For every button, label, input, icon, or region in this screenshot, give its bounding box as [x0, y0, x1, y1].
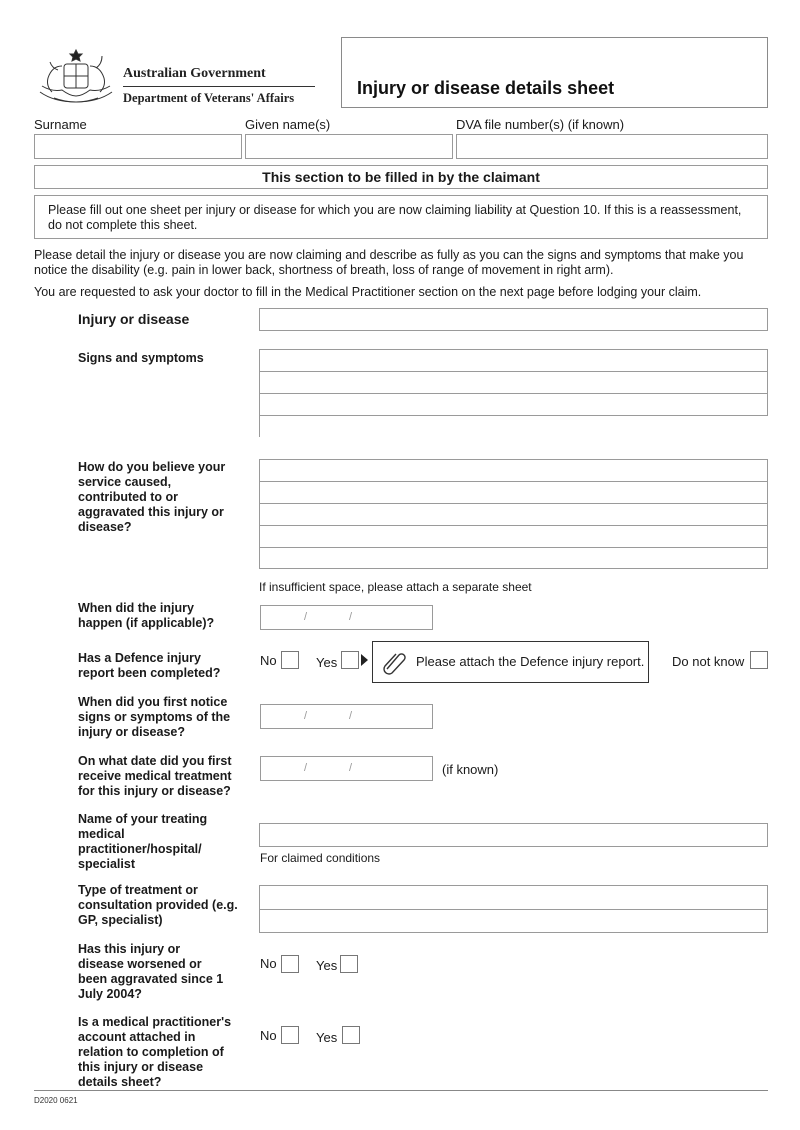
- worsened-no-checkbox[interactable]: [281, 955, 299, 973]
- treatment-type-label: Type of treatment or consultation provided (e.g. GP, specialist): [78, 883, 238, 927]
- account-yes-label: Yes: [316, 1030, 338, 1045]
- dva-file-field[interactable]: [456, 134, 768, 159]
- treatment-type-field[interactable]: [259, 885, 768, 933]
- first-treatment-date-field[interactable]: [260, 756, 433, 781]
- cause-line[interactable]: [259, 481, 768, 503]
- signs-line[interactable]: [259, 415, 768, 437]
- paperclip-icon: [381, 649, 407, 680]
- defence-yes-checkbox[interactable]: [341, 651, 359, 669]
- dva-file-label: DVA file number(s) (if known): [456, 117, 625, 132]
- notice-text: Please fill out one sheet per injury or disease for which you are now claiming liability at Question 10. If this is a reassessment, do not complete this sheet.: [48, 203, 742, 232]
- when-label: When did the injury happen (if applicable)?: [78, 601, 215, 630]
- do-not-know-checkbox[interactable]: [750, 651, 768, 669]
- treatment-line[interactable]: [259, 885, 768, 909]
- cause-line[interactable]: [259, 525, 768, 547]
- account-no-label: No: [260, 1028, 277, 1043]
- injury-field[interactable]: [259, 308, 768, 331]
- do-not-know-label: Do not know: [672, 654, 745, 669]
- account-label: Is a medical practitioner's account attached in relation to completion of this injury or disease details sheet?: [78, 1015, 232, 1089]
- first-notice-date-field[interactable]: [260, 704, 433, 729]
- defence-no-checkbox[interactable]: [281, 651, 299, 669]
- worsened-no-label: No: [260, 956, 277, 971]
- date-separator: /: [304, 611, 308, 623]
- signs-line[interactable]: [259, 393, 768, 415]
- date-separator: /: [349, 611, 353, 623]
- government-crest-icon: [34, 46, 118, 108]
- instructions-text: Please detail the injury or disease you are now claiming and describe as fully as you can the signs and symptoms that make you notice the disability (e.g. pain in lower back, shortness of breath, loss of range of movement in right arm).: [34, 248, 744, 277]
- signs-line[interactable]: [259, 349, 768, 371]
- attach-note-box: [372, 641, 649, 683]
- treatment-line[interactable]: [259, 909, 768, 933]
- worsened-label: Has this injury or disease worsened or been aggravated since 1 July 2004?: [78, 942, 224, 1001]
- footer-divider: [34, 1090, 768, 1091]
- claimant-section-heading: This section to be filled in by the claimant: [262, 169, 540, 185]
- notice-box: [34, 195, 768, 239]
- government-name: Australian Government: [123, 66, 266, 81]
- if-known-label: (if known): [442, 762, 499, 777]
- arrow-right-icon: [361, 654, 368, 666]
- cause-line[interactable]: [259, 547, 768, 569]
- defence-report-label: Has a Defence injury report been completed?: [78, 651, 221, 680]
- practitioner-field[interactable]: [259, 823, 768, 847]
- header-divider: [123, 86, 315, 87]
- injury-label: Injury or disease: [78, 311, 190, 327]
- cause-line[interactable]: [259, 503, 768, 525]
- defence-no-label: No: [260, 653, 277, 668]
- given-name-label: Given name(s): [245, 117, 331, 132]
- doctor-instructions-text: You are requested to ask your doctor to fill in the Medical Practitioner section on the next page before lodging your claim.: [34, 285, 702, 299]
- date-separator: /: [304, 710, 308, 722]
- department-name: Department of Veterans' Affairs: [123, 91, 295, 105]
- surname-label: Surname: [34, 117, 87, 132]
- surname-field[interactable]: [34, 134, 242, 159]
- injury-date-field[interactable]: [260, 605, 433, 630]
- given-name-field[interactable]: [245, 134, 453, 159]
- form-title: Injury or disease details sheet: [357, 78, 615, 98]
- account-no-checkbox[interactable]: [281, 1026, 299, 1044]
- cause-note: If insufficient space, please attach a separate sheet: [259, 580, 532, 594]
- cause-line[interactable]: [259, 459, 768, 481]
- form-title-box: [341, 37, 768, 108]
- signs-field[interactable]: [259, 349, 768, 437]
- cause-label: How do you believe your service caused, contributed to or aggravated this injury or disease?: [78, 460, 226, 534]
- practitioner-label: Name of your treating medical practitioner/hospital/ specialist: [78, 812, 208, 871]
- defence-yes-label: Yes: [316, 655, 338, 670]
- worsened-yes-label: Yes: [316, 958, 338, 973]
- form-code: D2020 0621: [34, 1096, 78, 1105]
- first-notice-label: When did you first notice signs or symptoms of the injury or disease?: [78, 695, 231, 739]
- practitioner-note: For claimed conditions: [260, 851, 381, 865]
- worsened-yes-checkbox[interactable]: [340, 955, 358, 973]
- claimant-section-heading-box: [34, 165, 768, 189]
- cause-field[interactable]: [259, 459, 768, 569]
- account-yes-checkbox[interactable]: [342, 1026, 360, 1044]
- signs-line[interactable]: [259, 371, 768, 393]
- date-separator: /: [349, 762, 353, 774]
- attach-note-text: Please attach the Defence injury report.: [416, 654, 645, 669]
- date-separator: /: [304, 762, 308, 774]
- first-treatment-label: On what date did you first receive medical treatment for this injury or disease?: [78, 754, 232, 798]
- date-separator: /: [349, 710, 353, 722]
- signs-label: Signs and symptoms: [78, 351, 204, 365]
